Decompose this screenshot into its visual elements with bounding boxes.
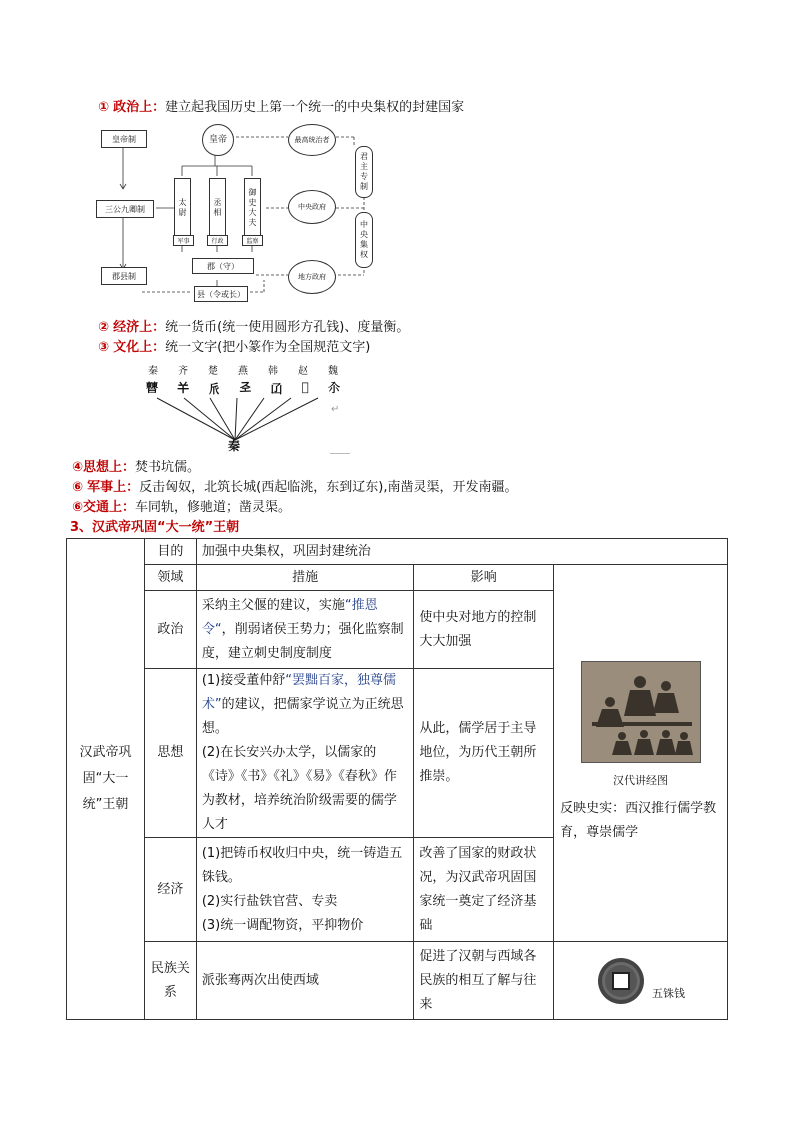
point-economy <box>98 319 409 337</box>
state-qin: 秦 <box>148 366 158 377</box>
point-culture <box>98 339 370 357</box>
point-text: 反击匈奴，北筑长城(西起临洮，东到辽东),南凿灵渠，开发南疆。 <box>139 480 518 495</box>
state-han: 韩 <box>268 366 278 377</box>
state-zhao: 赵 <box>298 366 308 377</box>
head-field: 领域 <box>144 565 196 591</box>
effect-economy: 改善了国家的财政状况，为汉武帝巩固国家统一奠定了经济基础 <box>414 838 554 942</box>
centralization-pill: 中央集权 <box>355 212 373 268</box>
glyph: 𠙶 <box>270 382 283 396</box>
measure-politics <box>196 591 414 669</box>
point-num: ③ <box>98 340 110 355</box>
measure-part: (3)统一调配物资，平抑物价 <box>201 917 364 933</box>
effect-ethnic: 促进了汉朝与西域各民族的相互了解与往来 <box>414 942 554 1020</box>
military-tag: 军事 <box>173 235 194 246</box>
lecture-scene-image <box>581 661 701 763</box>
point-label: 军事上： <box>87 480 140 495</box>
xian-box: 县（令或长） <box>194 286 248 302</box>
point-label: ④思想上： <box>72 460 136 475</box>
point-num: ⑥ <box>72 480 84 495</box>
three-ministers-box: 三公九卿制 <box>96 200 154 218</box>
supreme-ruler-circle: 最高统治者 <box>288 124 336 156</box>
return-mark: ↵ <box>331 404 340 415</box>
point-num: ② <box>98 320 110 335</box>
header-row <box>67 565 728 591</box>
side-title-text: 汉武帝巩固“大一统”王朝 <box>79 745 132 812</box>
ancient-glyphs <box>146 380 340 397</box>
field-thought: 思想 <box>144 669 196 838</box>
seal-script-glyph: 秦 <box>228 439 241 453</box>
state-wei: 魏 <box>328 366 338 377</box>
measure-part: 采纳主父偃的建议，实施 <box>201 597 345 613</box>
point-text: 焚书坑儒。 <box>135 460 201 475</box>
field-economy: 经济 <box>144 838 196 942</box>
script-diagram <box>140 360 360 452</box>
field-politics: 政治 <box>144 591 196 669</box>
measure-part: 的建议，把儒家学说立为正统思想。 <box>201 697 404 736</box>
lecture-caption: 汉代讲经图 <box>613 774 669 787</box>
head-measure: 措施 <box>196 565 414 591</box>
small-divider <box>330 453 350 454</box>
point-label: 文化上： <box>113 340 166 355</box>
measure-part: (2)在长安兴办太学，以儒家的《诗》《书》《礼》《易》《春秋》作为教材，培养统治阶级需要的儒学人才 <box>201 745 397 832</box>
commandery-county-box: 郡县制 <box>101 267 147 285</box>
glyph: 𢆉 <box>177 381 190 395</box>
measure-ethnic: 派张骞两次出使西域 <box>196 942 414 1020</box>
autocracy-pill: 君主专制 <box>355 146 373 198</box>
han-wudi-table <box>66 538 728 1020</box>
state-names <box>148 362 338 377</box>
point-text: 车同轨，修驰道；凿灵渠。 <box>135 500 292 515</box>
side-title <box>67 539 145 1020</box>
state-yan: 燕 <box>238 366 248 377</box>
glyph: 𡉉 <box>301 380 309 394</box>
image-cell-2 <box>554 942 728 1020</box>
taiwei-box: 太尉 <box>174 178 191 238</box>
chengxiang-box: 丞相 <box>209 178 226 238</box>
goal-text: 加强中央集权，巩固封建统治 <box>196 539 727 565</box>
point-thought <box>72 459 200 477</box>
measure-part: (2)实行盐铁官营、专卖 <box>201 893 338 909</box>
image-cell-1 <box>554 565 728 942</box>
point-label: ⑥交通上： <box>72 500 136 515</box>
goal-label: 目的 <box>144 539 196 565</box>
measure-highlight: “罢黜百家，独尊儒术” <box>201 673 396 712</box>
measure-part: (1)把铸币权收归中央，统一铸造五铢钱。 <box>201 845 403 885</box>
political-system-diagram <box>96 120 386 306</box>
effect-politics: 使中央对地方的控制大大加强 <box>414 591 554 669</box>
state-chu: 楚 <box>208 366 218 377</box>
local-govt-circle: 地方政府 <box>288 260 336 294</box>
point-text: 建立起我国历史上第一个统一的中央集权的封建国家 <box>165 100 465 115</box>
jun-box: 郡（守） <box>192 258 254 274</box>
section-3-title: 3、汉武帝巩固“大一统”王朝 <box>70 520 240 535</box>
lecture-note: 反映史实：西汉推行儒学教育，尊崇儒学 <box>560 801 717 840</box>
admin-tag: 行政 <box>207 235 228 246</box>
coin-figure <box>559 956 722 1006</box>
coin-caption: 五铢钱 <box>652 986 686 1000</box>
point-politics <box>98 99 464 117</box>
central-govt-circle: 中央政府 <box>288 190 336 224</box>
yushi-box: 御史大夫 <box>244 178 261 238</box>
point-label: 经济上： <box>113 320 166 335</box>
measure-thought <box>196 669 414 838</box>
glyph: 𠂢 <box>208 382 221 396</box>
lecture-scene-art <box>582 662 700 762</box>
point-transport <box>72 499 291 517</box>
goal-row <box>67 539 728 565</box>
head-effect: 影响 <box>414 565 554 591</box>
state-qi: 齐 <box>178 366 188 377</box>
measure-economy <box>196 838 414 942</box>
measure-highlight: “推恩令“ <box>201 597 378 637</box>
supervise-tag: 监察 <box>242 235 263 246</box>
field-ethnic: 民族关系 <box>144 942 196 1020</box>
point-military <box>72 479 517 497</box>
emperor-system-box: 皇帝制 <box>101 130 147 148</box>
point-label: 政治上： <box>113 100 166 115</box>
effect-thought: 从此，儒学居于主导地位，为历代王朝所推崇。 <box>414 669 554 838</box>
glyph: 𢀖 <box>239 380 252 394</box>
glyph: 𡭗 <box>327 381 340 395</box>
point-text: 统一货币(统一使用圆形方孔钱)、度量衡。 <box>165 320 410 335</box>
point-num: ① <box>98 100 110 115</box>
wuzhu-coin-icon <box>596 956 646 1006</box>
table-row <box>67 942 728 1020</box>
measure-part: ，削弱诸侯王势力；强化监察制度，建立刺史制度制度 <box>201 621 404 661</box>
emperor-circle: 皇帝 <box>202 124 234 156</box>
glyph: 𣍘 <box>146 381 159 395</box>
measure-part: (1)接受董仲舒 <box>201 673 286 688</box>
point-text: 统一文字(把小篆作为全国规范文字) <box>165 340 371 355</box>
